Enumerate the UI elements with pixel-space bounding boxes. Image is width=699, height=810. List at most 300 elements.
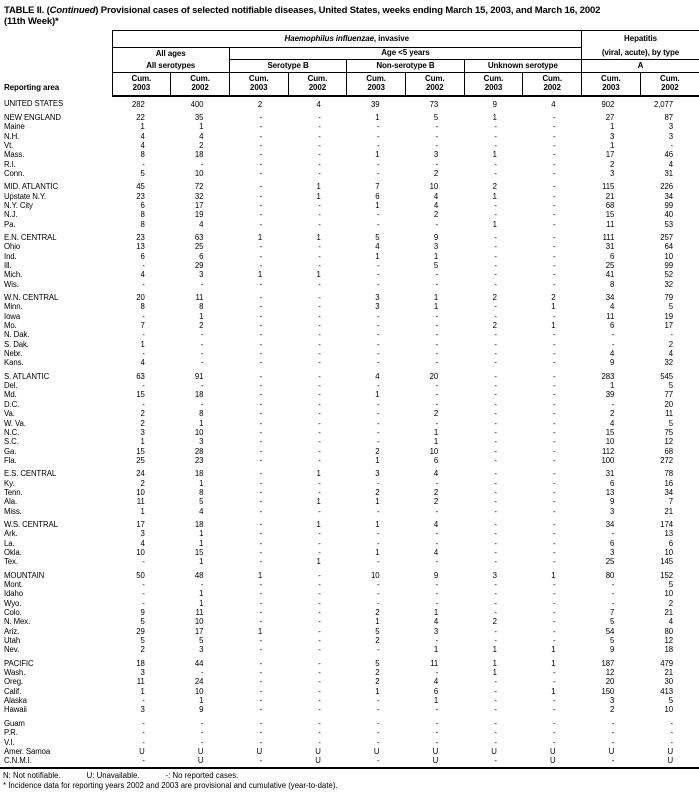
- value-cell: 150: [601, 686, 615, 696]
- value-cell: 2: [668, 339, 673, 349]
- value-cell: U: [608, 746, 615, 756]
- value-cell: 4: [433, 677, 439, 687]
- value-cell: -: [142, 399, 145, 409]
- value-cell: -: [318, 737, 321, 747]
- reporting-area-cell: Fla.: [4, 455, 17, 465]
- value-cell: 1: [316, 182, 321, 192]
- value-cell: 34: [605, 519, 615, 529]
- value-cell: 9: [433, 570, 439, 580]
- reporting-area-cell: Upstate N.Y.: [4, 191, 46, 201]
- value-cell: 16: [664, 478, 673, 488]
- reporting-area-cell: V.I.: [4, 737, 15, 747]
- value-cell: 19: [194, 210, 204, 220]
- value-cell: 5: [140, 636, 145, 646]
- value-cell: -: [142, 580, 145, 589]
- value-cell: 63: [194, 232, 204, 242]
- reporting-area-cell: UNITED STATES: [4, 99, 64, 108]
- value-cell: -: [553, 182, 556, 192]
- value-cell: -: [376, 478, 380, 488]
- value-cell: -: [494, 446, 497, 456]
- value-cell: 6: [609, 478, 615, 488]
- value-cell: -: [200, 330, 204, 340]
- reporting-area-cell: Vt.: [4, 140, 14, 150]
- value-cell: -: [494, 547, 497, 557]
- hepatitis-a-header: A: [582, 60, 699, 73]
- value-cell: 21: [664, 608, 673, 618]
- value-cell: -: [670, 718, 673, 728]
- value-cell: -: [318, 381, 321, 391]
- value-cell: -: [142, 696, 145, 706]
- value-cell: -: [200, 159, 204, 169]
- incidence-footnote: * Incidence data for reporting years 2002 and 2003 are provisional and cumulative (year-to-date).: [3, 780, 338, 790]
- value-cell: 10: [664, 547, 673, 557]
- reporting-area-cell: N.C.: [4, 427, 20, 437]
- value-cell: -: [435, 557, 439, 567]
- value-cell: 6: [140, 200, 145, 210]
- table-title: [4, 5, 695, 27]
- value-cell: 100: [601, 455, 615, 465]
- value-cell: -: [259, 636, 263, 646]
- value-cell: -: [259, 358, 263, 368]
- value-cell: -: [553, 636, 556, 646]
- value-cell: U: [288, 756, 347, 767]
- value-cell: 9: [433, 232, 439, 242]
- value-cell: -: [259, 339, 263, 349]
- value-cell: 40: [664, 210, 673, 220]
- value-cell: -: [200, 580, 204, 589]
- table-row: [0, 312, 699, 321]
- table-row: [0, 580, 699, 589]
- value-cell: -: [494, 381, 497, 391]
- value-cell: 2: [433, 168, 439, 178]
- value-cell: -: [435, 279, 439, 289]
- value-cell: 22: [136, 112, 145, 122]
- table-group: [0, 96, 699, 109]
- value-cell: -: [494, 251, 497, 261]
- value-cell: U: [373, 746, 380, 756]
- reporting-area-cell: NEW ENGLAND: [4, 112, 61, 122]
- value-cell: 3: [668, 122, 673, 132]
- value-cell: -: [553, 210, 556, 220]
- value-cell: 226: [660, 182, 673, 192]
- value-cell: -: [494, 371, 497, 381]
- value-cell: -: [494, 437, 497, 447]
- value-cell: -: [494, 210, 497, 220]
- reporting-area-cell: Hawaii: [4, 705, 27, 715]
- value-cell: 1: [199, 529, 204, 539]
- value-cell: 17: [664, 321, 673, 331]
- value-cell: -: [494, 608, 497, 618]
- value-cell: 1: [316, 557, 321, 567]
- value-cell: 10: [664, 705, 673, 715]
- value-cell: -: [318, 339, 321, 349]
- value-cell: -: [435, 580, 439, 589]
- value-cell: -: [318, 570, 321, 580]
- value-cell: -: [494, 330, 497, 340]
- value-cell: 1: [316, 469, 321, 479]
- value-cell: 4: [199, 219, 204, 229]
- reporting-area-cell: Conn.: [4, 168, 25, 178]
- value-cell: -: [318, 580, 321, 589]
- value-cell: -: [229, 756, 288, 767]
- value-cell: 8: [199, 302, 204, 312]
- value-cell: -: [259, 608, 263, 618]
- table-row: [0, 715, 699, 728]
- value-cell: -: [494, 455, 497, 465]
- value-cell: 1: [492, 219, 497, 229]
- reporting-area-cell: Wash.: [4, 668, 26, 678]
- value-cell: 4: [433, 200, 439, 210]
- value-cell: -: [494, 159, 497, 169]
- value-cell: -: [553, 469, 556, 479]
- reporting-area-cell: Ky.: [4, 478, 15, 488]
- col-header-cum-2003: Cum. 2003: [582, 73, 641, 96]
- value-cell: -: [259, 311, 263, 321]
- reporting-area-cell: Mo.: [4, 321, 17, 331]
- value-cell: -: [435, 219, 439, 229]
- value-cell: 3: [140, 668, 145, 678]
- value-cell: 5: [140, 617, 145, 627]
- value-cell: 1: [492, 150, 497, 160]
- col-header-cum-2003: Cum. 2003: [112, 73, 171, 96]
- value-cell: -: [259, 159, 263, 169]
- value-cell: 27: [605, 112, 615, 122]
- table-row: [0, 169, 699, 178]
- value-cell: -: [553, 131, 556, 141]
- value-cell: -: [553, 349, 556, 359]
- table-group: [0, 465, 699, 516]
- value-cell: 4: [433, 519, 439, 529]
- table-row: [0, 447, 699, 456]
- value-cell: -: [376, 409, 380, 419]
- value-cell: 2: [433, 210, 439, 220]
- notifiable-diseases-table: [0, 30, 699, 769]
- value-cell: -: [376, 339, 380, 349]
- table-row: [0, 696, 699, 705]
- value-cell: 3: [199, 645, 204, 655]
- reporting-area-cell: S.C.: [4, 437, 19, 447]
- value-cell: -: [259, 122, 263, 132]
- reporting-area-header: Reporting area: [0, 31, 112, 96]
- value-cell: -: [553, 330, 556, 340]
- value-cell: -: [318, 718, 321, 728]
- value-cell: -: [318, 293, 321, 303]
- value-cell: 2: [199, 321, 204, 331]
- value-cell: 41: [605, 270, 615, 280]
- value-cell: 77: [664, 390, 673, 400]
- value-cell: -: [318, 705, 321, 715]
- value-cell: -: [200, 399, 204, 409]
- value-cell: 54: [605, 626, 615, 636]
- value-cell: -: [318, 150, 321, 160]
- value-cell: -: [259, 728, 263, 738]
- value-cell: -: [435, 718, 439, 728]
- value-cell: 3: [375, 469, 380, 479]
- value-cell: 24: [194, 677, 204, 687]
- value-cell: -: [376, 529, 380, 539]
- value-cell: -: [259, 349, 263, 359]
- value-cell: -: [553, 529, 556, 539]
- value-cell: 2: [668, 598, 673, 608]
- value-cell: -: [318, 261, 321, 270]
- table-row: [0, 330, 699, 339]
- table-row: [0, 497, 699, 506]
- value-cell: -: [318, 658, 321, 668]
- value-cell: -: [553, 455, 556, 465]
- value-cell: 25: [136, 455, 145, 465]
- value-cell: -: [142, 728, 145, 738]
- value-cell: 13: [136, 242, 145, 252]
- value-cell: 4: [375, 371, 380, 381]
- reporting-area-cell: E.N. CENTRAL: [4, 232, 57, 242]
- value-cell: -: [318, 210, 321, 220]
- value-cell: -: [318, 636, 321, 646]
- value-cell: -: [494, 705, 497, 715]
- value-cell: 7: [668, 497, 673, 507]
- value-cell: -: [259, 150, 263, 160]
- value-cell: -: [376, 427, 380, 437]
- value-cell: -: [376, 580, 380, 589]
- value-cell: -: [259, 200, 263, 210]
- value-cell: -: [553, 437, 556, 447]
- value-cell: 11: [195, 293, 204, 303]
- value-cell: 1: [433, 427, 439, 437]
- value-cell: 1: [433, 251, 439, 261]
- table-row: [0, 252, 699, 261]
- table-row: [0, 358, 699, 367]
- value-cell: -: [318, 478, 321, 488]
- value-cell: 5: [199, 497, 204, 507]
- value-cell: 12: [605, 668, 615, 678]
- value-cell: 2: [375, 446, 380, 456]
- value-cell: 11: [195, 608, 204, 618]
- value-cell: 1: [316, 232, 321, 242]
- value-cell: 10: [194, 617, 204, 627]
- value-cell: 99: [664, 200, 673, 210]
- table-row: [0, 557, 699, 566]
- value-cell: 1: [551, 570, 556, 580]
- value-cell: 11: [430, 658, 439, 668]
- table-row: [0, 220, 699, 229]
- value-cell: -: [553, 200, 556, 210]
- value-cell: 32: [194, 191, 204, 201]
- value-cell: -: [435, 668, 439, 678]
- reporting-area-cell: P.R.: [4, 728, 18, 738]
- reporting-area-cell: Va.: [4, 409, 15, 419]
- value-cell: 6: [668, 538, 673, 548]
- reporting-area-cell: W.N. CENTRAL: [4, 293, 59, 303]
- value-cell: -: [435, 478, 439, 488]
- value-cell: 18: [664, 645, 673, 655]
- value-cell: -: [553, 728, 556, 738]
- value-cell: 1: [609, 140, 615, 150]
- value-cell: -: [376, 381, 380, 391]
- value-cell: -: [142, 159, 145, 169]
- value-cell: -: [376, 330, 380, 340]
- value-cell: -: [259, 330, 263, 340]
- value-cell: -: [259, 519, 263, 529]
- value-cell: -: [318, 696, 321, 706]
- value-cell: -: [376, 140, 380, 150]
- value-cell: -: [142, 261, 145, 270]
- table-footnotes: [3, 771, 699, 791]
- table-row: [0, 728, 699, 737]
- value-cell: 20: [664, 399, 673, 409]
- value-cell: -: [259, 293, 263, 303]
- value-cell: -: [553, 668, 556, 678]
- value-cell: 8: [140, 219, 145, 229]
- value-cell: 7: [375, 182, 380, 192]
- value-cell: -: [318, 279, 321, 289]
- reporting-area-cell: Ind.: [4, 251, 17, 261]
- value-cell: 2: [433, 497, 439, 507]
- value-cell: 1: [316, 191, 321, 201]
- value-cell: 1: [375, 519, 380, 529]
- value-cell: 4: [316, 99, 321, 109]
- value-cell: 257: [660, 232, 673, 242]
- value-cell: 18: [136, 658, 145, 668]
- value-cell: -: [553, 409, 556, 419]
- value-cell: 1: [375, 497, 380, 507]
- value-cell: 17: [136, 519, 145, 529]
- reporting-area-cell: S. ATLANTIC: [4, 371, 50, 381]
- value-cell: -: [435, 311, 439, 321]
- value-cell: 5: [375, 658, 380, 668]
- reporting-area-cell: S. Dak.: [4, 339, 29, 349]
- value-cell: 80: [664, 626, 673, 636]
- table-row: [0, 567, 699, 580]
- table-group: [0, 229, 699, 289]
- value-cell: 1: [551, 686, 556, 696]
- value-cell: 18: [194, 390, 204, 400]
- value-cell: 15: [605, 210, 615, 220]
- value-cell: -: [670, 728, 673, 738]
- table-row: [0, 636, 699, 645]
- value-cell: -: [553, 506, 556, 516]
- value-cell: 2: [433, 487, 439, 497]
- value-cell: 2: [551, 293, 556, 303]
- value-cell: 7: [609, 608, 615, 618]
- value-cell: -: [376, 399, 380, 409]
- value-cell: -: [553, 580, 556, 589]
- value-cell: -: [611, 728, 615, 738]
- value-cell: -: [376, 321, 380, 331]
- reporting-area-cell: Okla.: [4, 547, 22, 557]
- value-cell: 1: [551, 321, 556, 331]
- reporting-area-cell: D.C.: [4, 399, 20, 409]
- table-row: [0, 756, 699, 767]
- value-cell: -: [494, 696, 497, 706]
- value-cell: 79: [664, 293, 673, 303]
- table-row: [0, 645, 699, 654]
- value-cell: -: [435, 737, 439, 747]
- table-title-line2: (11th Week)*: [4, 16, 59, 27]
- value-cell: -: [553, 150, 556, 160]
- value-cell: -: [259, 251, 263, 261]
- value-cell: -: [494, 598, 497, 608]
- value-cell: 25: [605, 557, 615, 567]
- table-group: [0, 655, 699, 715]
- reporting-area-cell: Nev.: [4, 645, 20, 655]
- value-cell: -: [376, 598, 380, 608]
- value-cell: 1: [375, 251, 380, 261]
- value-cell: 13: [605, 487, 615, 497]
- value-cell: 39: [605, 390, 615, 400]
- value-cell: 1: [375, 200, 380, 210]
- table-group: [0, 178, 699, 229]
- value-cell: -: [553, 232, 556, 242]
- value-cell: 1: [257, 232, 263, 242]
- value-cell: 10: [194, 168, 204, 178]
- reporting-area-cell: Kans.: [4, 358, 24, 368]
- table-row: [0, 608, 699, 617]
- value-cell: -: [494, 580, 497, 589]
- value-cell: 34: [664, 191, 673, 201]
- value-cell: -: [259, 131, 263, 141]
- legend-not-notifiable: N: Not notifiable.: [3, 770, 61, 780]
- value-cell: 87: [664, 112, 673, 122]
- value-cell: -: [376, 131, 380, 141]
- reporting-area-cell: Colo.: [4, 608, 22, 618]
- value-cell: -: [553, 122, 556, 132]
- value-cell: 5: [668, 418, 673, 428]
- value-cell: -: [376, 696, 380, 706]
- table-row: [0, 529, 699, 538]
- value-cell: 15: [136, 390, 145, 400]
- value-cell: -: [318, 140, 321, 150]
- value-cell: -: [435, 131, 439, 141]
- table-row: [0, 738, 699, 747]
- value-cell: 6: [609, 538, 615, 548]
- value-cell: -: [318, 608, 321, 618]
- value-cell: -: [435, 636, 439, 646]
- value-cell: 2: [609, 159, 615, 169]
- value-cell: 10: [664, 589, 673, 599]
- value-cell: -: [259, 506, 263, 516]
- table-row: [0, 242, 699, 251]
- value-cell: -: [553, 557, 556, 567]
- reporting-area-cell: Ga.: [4, 446, 17, 456]
- value-cell: -: [494, 478, 497, 488]
- value-cell: 4: [199, 506, 204, 516]
- col-header-cum-2003: Cum. 2003: [464, 73, 523, 96]
- value-cell: -: [259, 418, 263, 428]
- value-cell: 3: [199, 437, 204, 447]
- col-header-cum-2002: Cum. 2002: [640, 73, 699, 96]
- value-cell: 11: [665, 409, 673, 419]
- value-cell: -: [259, 242, 263, 252]
- value-cell: -: [142, 279, 145, 289]
- value-cell: 1: [492, 191, 497, 201]
- value-cell: 1: [609, 381, 615, 391]
- table-row: [0, 261, 699, 270]
- value-cell: 31: [605, 469, 615, 479]
- value-cell: 1: [492, 112, 497, 122]
- value-cell: -: [376, 311, 380, 321]
- value-cell: 479: [660, 658, 673, 668]
- value-cell: -: [376, 418, 380, 428]
- value-cell: 50: [136, 570, 145, 580]
- value-cell: -: [259, 219, 263, 229]
- value-cell: -: [553, 242, 556, 252]
- value-cell: 80: [605, 570, 615, 580]
- value-cell: 44: [194, 658, 204, 668]
- value-cell: 1: [199, 557, 204, 567]
- value-cell: 3: [433, 150, 439, 160]
- value-cell: -: [259, 469, 263, 479]
- value-cell: -: [347, 756, 406, 767]
- value-cell: -: [435, 418, 439, 428]
